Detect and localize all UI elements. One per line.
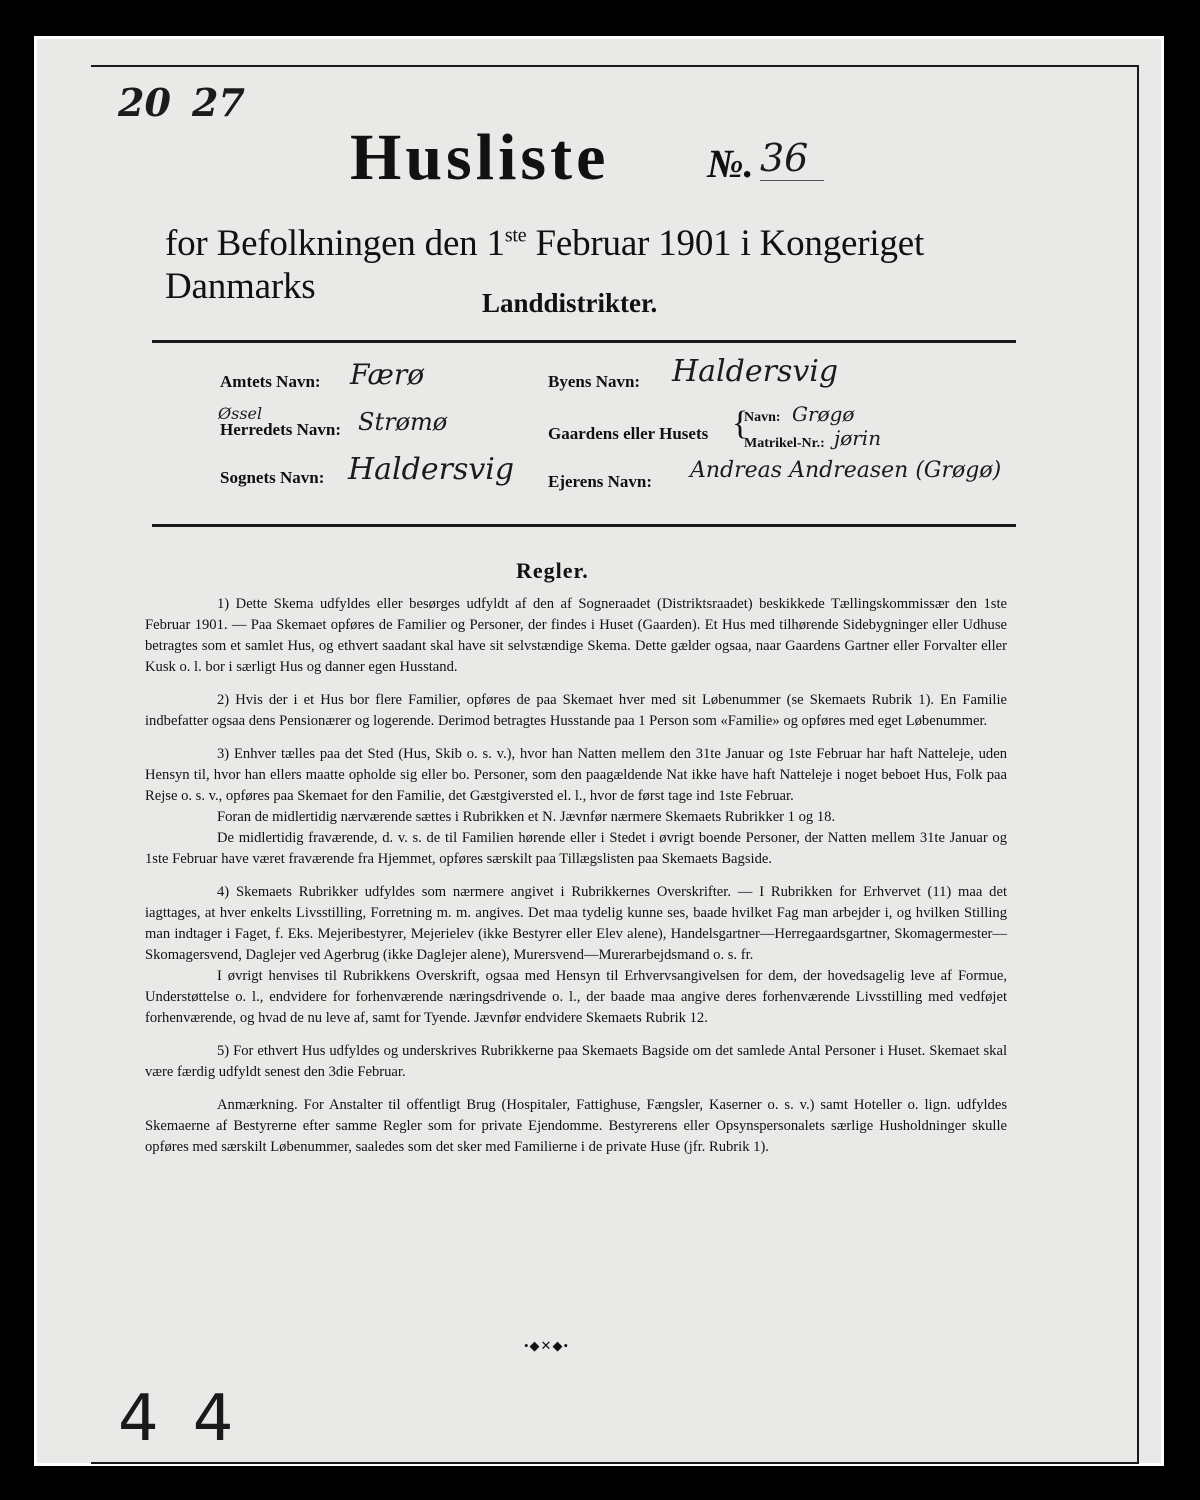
- gaard-label: Gaardens eller Husets: [548, 424, 709, 443]
- rule-note: Anmærkning. For Anstalter til offentligt Brug (Hospitaler, Fattighuse, Fængsler, Kaserner o. s. v.) samt Hoteller o. lign. udfyldes Skemaerne af Bestyrerne efter samme Regler som for private Ejendomme. Bestyrerens eller Opsynspersonalets særlige Husholdninger skulle opføres med særskilt Løbenummer, saaledes som det sker med Familierne i de private Huse (jfr. Rubrik 1).: [145, 1097, 1007, 1155]
- form-title: Husliste: [350, 121, 610, 194]
- bottom-divider: [152, 524, 1016, 527]
- herred-label: Herredets Navn:: [220, 420, 342, 439]
- herred-correction: Øssel: [218, 404, 263, 423]
- brace-glyph: {: [732, 405, 749, 442]
- ornament: •◆✕◆•: [524, 1338, 569, 1353]
- rule-paragraph: I øvrigt henvises til Rubrikkens Overskrift, ogsaa med Hensyn til Erhvervsangivelsen for dem, der hovedsagelig leve af Formue, Understøttelse o. l., endvidere for forhenværende næringsdrivende o. l., der baade maa angive deres forhenværende Livsstilling med vedføjet forhenværende, og hvad de nu leve af, samt for Tyende. Jævnfør endvidere Skemaets Rubrik 12.: [145, 968, 1007, 1026]
- ejer-value: Andreas Andreasen (Grøgø): [690, 458, 1002, 483]
- rule-paragraph: Foran de midlertidig nærværende sættes i Rubrikken et N. Jævnfør nærmere Skemaets Rubrikker 1 og 18.: [217, 809, 836, 825]
- top-divider: [152, 340, 1016, 343]
- rule-paragraph: De midlertidig fraværende, d. v. s. de til Familien hørende eller i Stedet i øvrigt boende Personer, der Natten mellem 31te Januar og 1ste Februar have været fraværende fra Hjemmet, opføres særskilt paa Tillægslisten paa Skemaets Bagside.: [145, 830, 1007, 867]
- rule-paragraph: 5) For ethvert Hus udfyldes og underskrives Rubrikkerne paa Skemaets Bagside om det samlede Antal Personer i Huset. Skemaet skal være færdig udfyldt senest den 3die Februar.: [145, 1043, 1007, 1080]
- bottom-page-number: 44: [118, 1382, 268, 1456]
- form-subtitle: for Befolkningen den 1ste Februar 1901 i Kongeriget Danmarks: [165, 223, 925, 307]
- sogn-label: Sognets Navn:: [220, 468, 325, 487]
- number-label: №.: [707, 141, 754, 186]
- rule-paragraph: 4) Skemaets Rubrikker udfyldes som nærmere angivet i Rubrikkernes Overskrifter. — I Rubrikken for Erhvervet (11) maa det iagttages, at hver enkelts Livsstilling, Forretning m. m. angives. Det maa tydelig kunne ses, baade hvilket Fag man arbejder i, og hvilken Stilling man indtager i Faget, f. Eks. Mejeribestyrer, Mejerielev (ikke Bestyrer eller Elev alene), Handelsgartner—Herregaardsgartner, Skomagermester—Skomagersvend, Daglejer ved Agerbrug (ikke Daglejer alene), Murersvend—Murerarbejdsmand o. s. fr.: [145, 884, 1007, 963]
- rule-paragraph: 1) Dette Skema udfyldes eller besørges udfyldt af den af Sogneraadet (Distriktsraadet) beskikkede Tællingskommissær den 1ste Februar 1901. — Paa Skemaet opføres de Familier og Personer, der findes i Huset (Gaarden). Et Hus med tilhørende Sidebygninger eller Udhuse betragtes som et samlet Hus, og ethvert saadant skal have sit selvstændige Skema. Dette gælder ogsaa, naar Gaardens Gartner eller Forvalter eller Kusk o. l. bor i særligt Hus og danner egen Husstand.: [145, 596, 1007, 675]
- house-number: 36: [760, 136, 809, 180]
- region-label: Landdistrikter.: [482, 288, 658, 318]
- rules-body: [145, 594, 1007, 1170]
- by-label: Byens Navn:: [548, 372, 641, 391]
- herred-value: Strømø: [358, 408, 448, 436]
- sogn-value: Haldersvig: [348, 452, 515, 487]
- ejer-label: Ejerens Navn:: [548, 472, 653, 491]
- rule-paragraph: 2) Hvis der i et Hus bor flere Familier, opføres de paa Skemaet hver med sit Løbenummer (se Skemaets Rubrik 1). En Familie indbefatter ogsaa dens Pensionærer og logerende. Derimod betragtes Husstande paa 1 Person som «Familie» og opføres med eget Løbenummer.: [145, 692, 1007, 729]
- by-value: Haldersvig: [672, 354, 839, 389]
- navn-label: Navn:: [744, 410, 781, 425]
- archive-number-left: 20: [118, 80, 171, 125]
- matrikel-value: jørin: [834, 426, 882, 450]
- amt-value: Færø: [350, 358, 425, 391]
- rules-heading: Regler.: [516, 558, 589, 583]
- rule-paragraph: 3) Enhver tælles paa det Sted (Hus, Skib o. s. v.), hvor han Natten mellem den 31te Januar og 1ste Februar har haft Natteleje, uden Hensyn til, hvor han ellers maatte opholde sig eller bo. Personer, som den paagældende Nat ikke have haft Natteleje i noget beboet Hus, Folk paa Rejse o. s. v., opføres paa Skemaet for den Familie, det Gæstgiversted el. l., hvor de først tage ind 1ste Februar.: [145, 746, 1007, 804]
- matrikel-label: Matrikel-Nr.:: [744, 436, 825, 451]
- number-underline: [760, 180, 824, 181]
- amt-label: Amtets Navn:: [220, 372, 321, 391]
- navn-value: Grøgø: [792, 402, 855, 426]
- archive-number-right: 27: [192, 80, 245, 125]
